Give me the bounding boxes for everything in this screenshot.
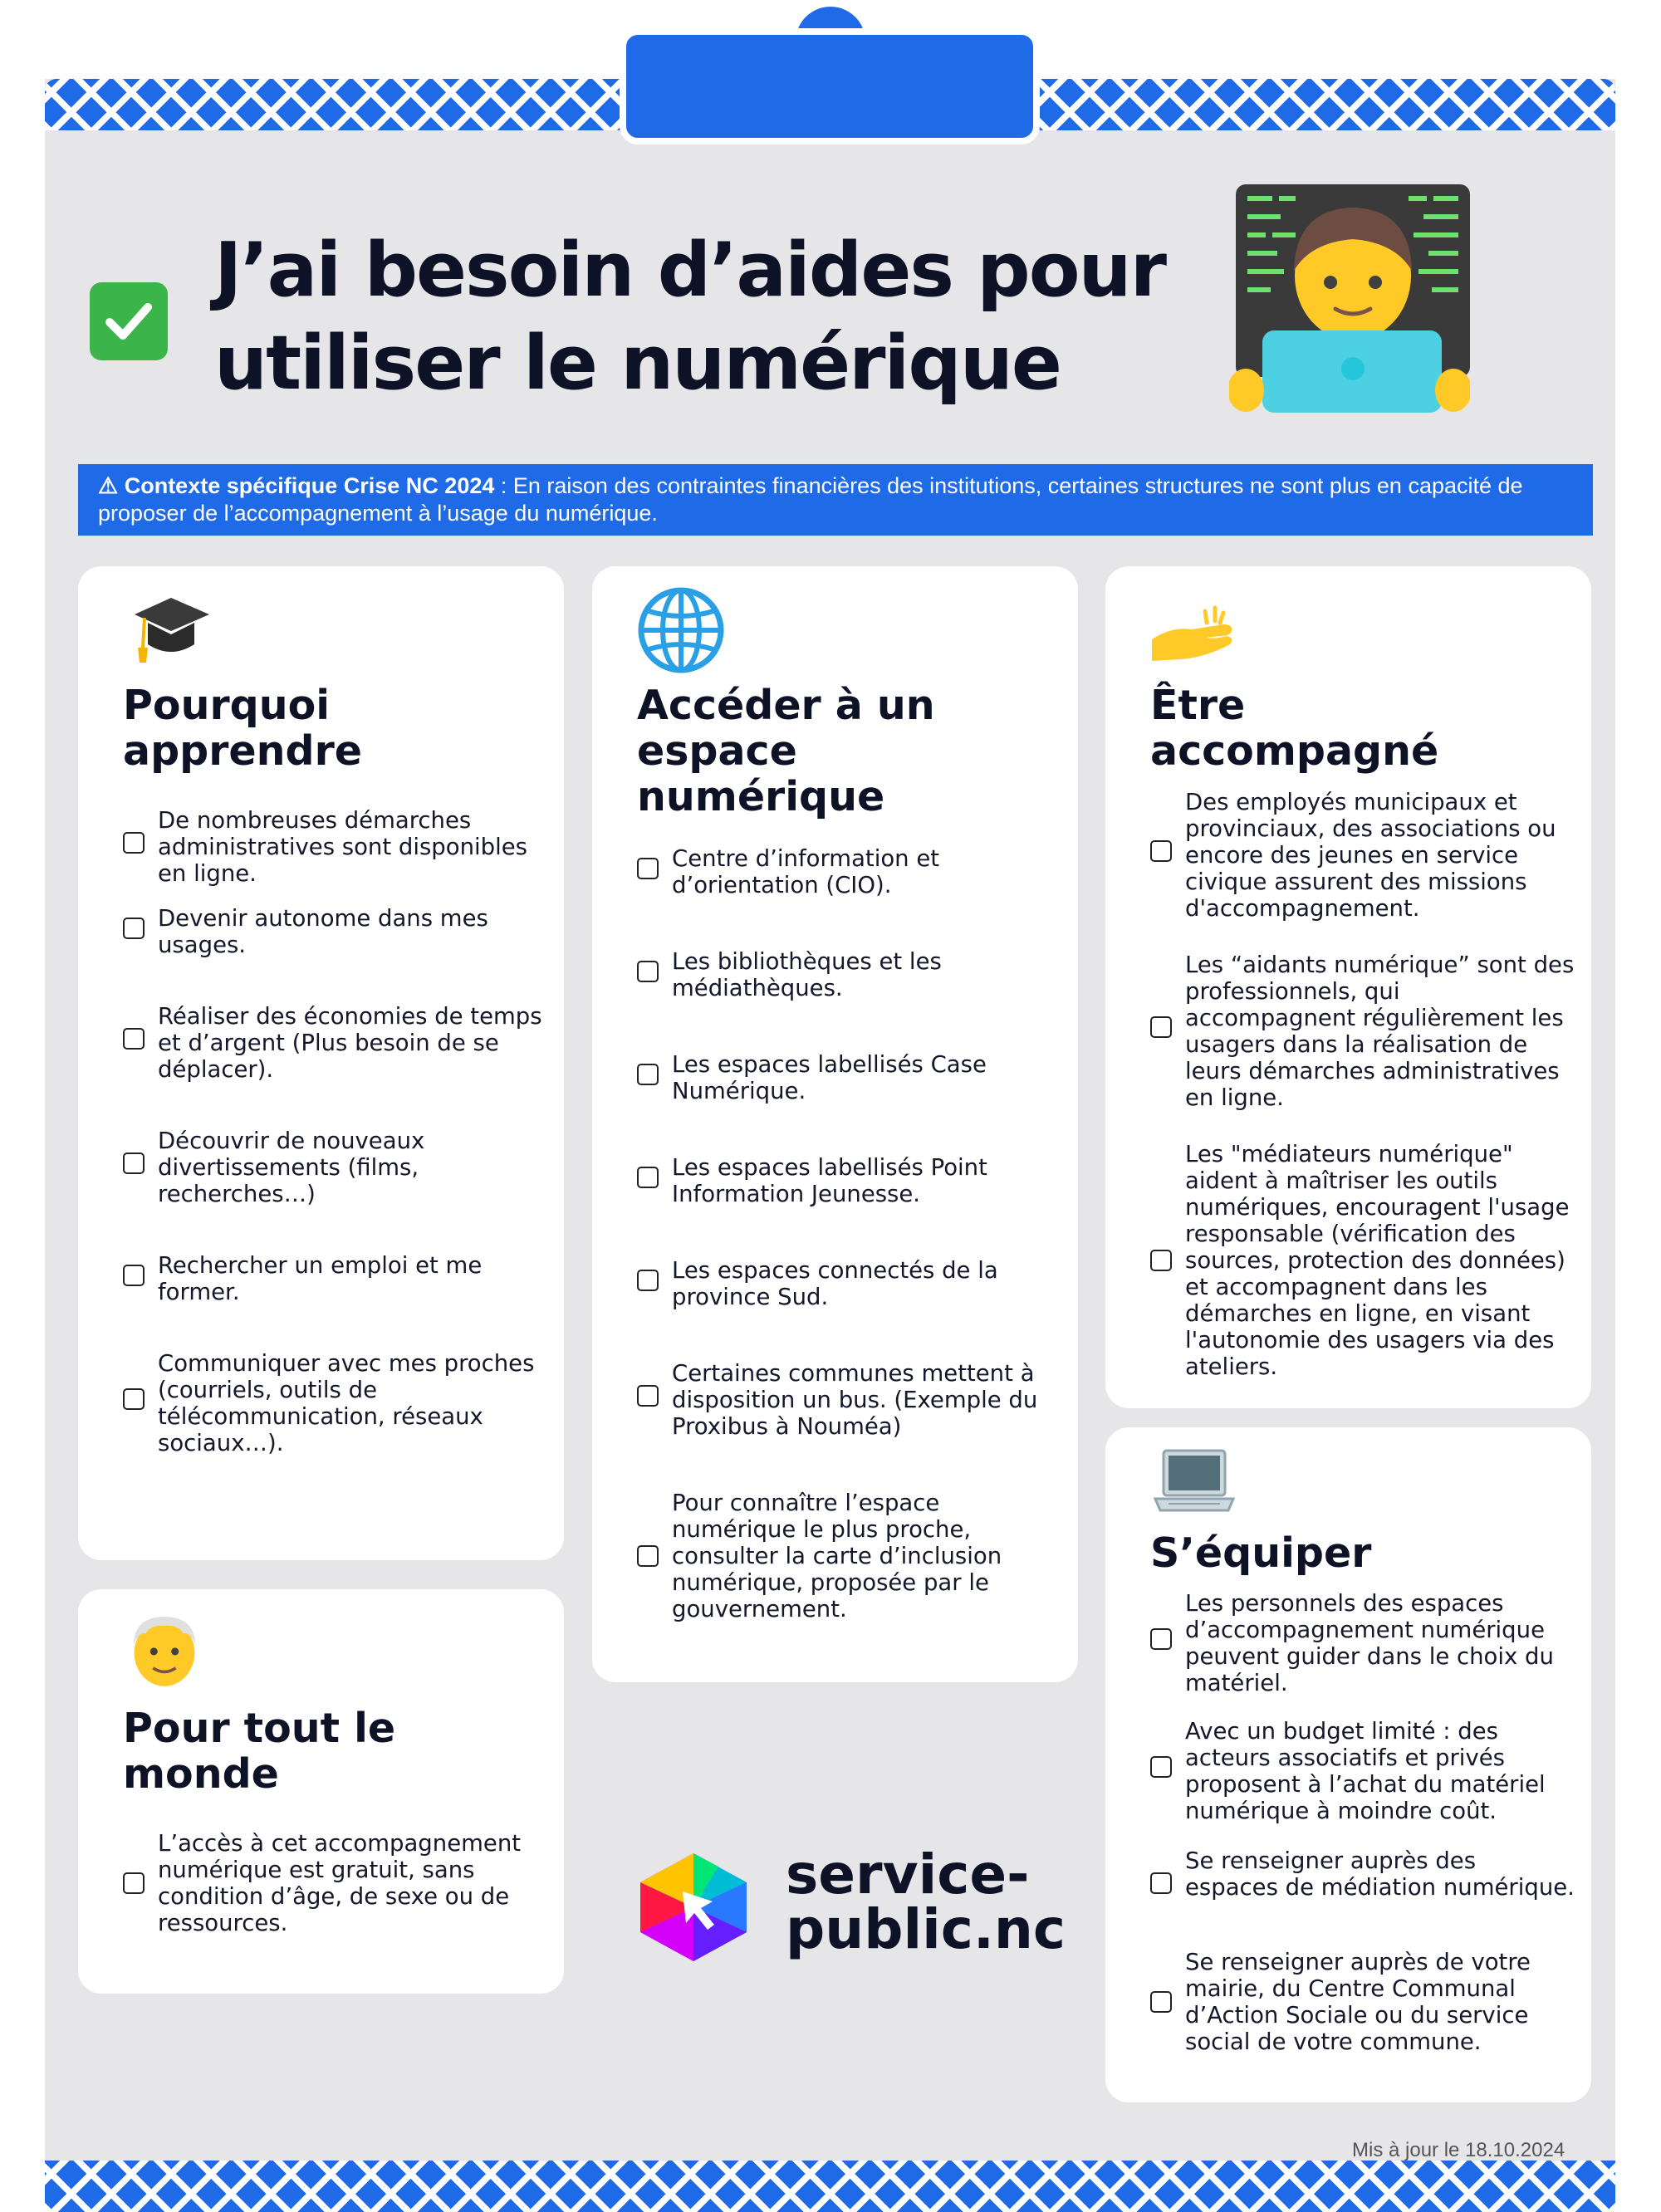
brand-wordmark [786,1843,1085,1961]
item-text: Devenir autonome dans mes usages. [158,905,488,958]
card-pour-tout-le-monde [78,1589,564,1994]
card-title: S’équiper [1150,1529,1372,1577]
card-title: Accéder à un espace numérique [637,682,935,820]
title-line-1: J’ai besoin d’aides pour [214,227,1165,314]
checklist-item[interactable] [123,1252,547,1350]
clipboard-clip [620,28,1040,144]
checklist-item[interactable] [123,1830,547,1936]
palm-up-hand-icon [1147,586,1238,678]
checkbox[interactable] [123,1028,145,1050]
checklist [123,1830,547,1936]
check-mark-button-icon [90,282,168,360]
laptop-icon [1149,1439,1240,1530]
older-man-icon [123,1609,206,1692]
page-title [214,224,1211,410]
alert-label: ⚠ Contexte spécifique Crise NC 2024 [98,473,495,498]
checklist-item[interactable] [123,1350,547,1466]
checkbox[interactable] [637,858,659,879]
card-title: Pour tout le monde [123,1705,396,1798]
checklist-item[interactable] [1150,1847,1575,1949]
checkbox[interactable] [637,1167,659,1188]
item-text: Les "médiateurs numérique" aident à maîtriser les outils numériques, encouragent l'usage responsable (vérification des sources, protection des données) et accompagnent dans les démarches en ligne, en visant l'autonomie des usagers via des ateliers. [1185,1141,1570,1380]
item-text: Centre d’information et d’orientation (CIO). [672,845,940,898]
card-title: Pourquoi apprendre [123,682,362,775]
checkbox[interactable] [123,1152,145,1174]
checklist-item[interactable] [637,1360,1061,1490]
checkbox[interactable] [1150,1016,1172,1038]
checklist-item[interactable] [123,905,547,1003]
bottom-pattern-band [45,2161,1615,2212]
checklist-item[interactable] [1150,1718,1575,1847]
item-text: Se renseigner auprès des espaces de médiation numérique. [1185,1847,1575,1901]
checkbox[interactable] [637,1545,659,1567]
graduation-cap-icon [123,583,214,674]
checkbox[interactable] [123,832,145,854]
checkbox[interactable] [637,961,659,982]
checkbox[interactable] [1150,1250,1172,1271]
brand-line-1: service- [786,1843,1030,1906]
globe-icon [635,585,727,676]
item-text: Les bibliothèques et les médiathèques. [672,948,942,1001]
item-text: Les “aidants numérique” sont des professionnels, qui accompagnent régulièrement les usagers dans la réalisation de leurs démarches administratives en ligne. [1185,952,1575,1111]
checkbox[interactable] [123,1872,145,1894]
item-text: Se renseigner auprès de votre mairie, du Centre Communal d’Action Sociale ou du service social de votre commune. [1185,1949,1531,2055]
checklist-item[interactable] [637,948,1061,1051]
checklist [637,845,1061,1622]
card-acceder-espace-numerique [592,566,1078,1682]
checkbox[interactable] [123,1388,145,1410]
card-etre-accompagne [1105,566,1591,1408]
checklist-item[interactable] [1150,1949,1575,2055]
checklist-item[interactable] [637,845,1061,948]
checkbox[interactable] [1150,1872,1172,1894]
checklist-item[interactable] [637,1257,1061,1360]
checklist [123,807,547,1466]
item-text: Découvrir de nouveaux divertissements (films, recherches…) [158,1128,425,1207]
checkbox[interactable] [123,1265,145,1286]
item-text: Les espaces connectés de la province Sud. [672,1257,998,1310]
checklist [1150,1590,1575,2055]
checklist-item[interactable] [637,1490,1061,1622]
checklist-item[interactable] [1150,789,1575,952]
checkbox[interactable] [1150,1991,1172,2013]
card-title: Être accompagné [1150,682,1439,775]
alert-banner [78,464,1593,536]
item-text: L’accès à cet accompagnement numérique est gratuit, sans condition d’âge, de sexe ou de ressources. [158,1830,522,1936]
card-s-equiper [1105,1427,1591,2102]
checkbox[interactable] [1150,1756,1172,1778]
item-text: De nombreuses démarches administratives sont disponibles en ligne. [158,807,527,887]
card-pourquoi-apprendre [78,566,564,1560]
checklist-item[interactable] [637,1154,1061,1257]
checkbox[interactable] [123,918,145,939]
service-public-logo-icon [631,1852,756,1963]
item-text: Les personnels des espaces d’accompagnement numérique peuvent guider dans le choix du matériel. [1185,1590,1554,1696]
checkbox[interactable] [637,1385,659,1407]
checklist-item[interactable] [123,1003,547,1128]
item-text: Avec un budget limité : des acteurs associatifs et privés proposent à l’achat du matériel numérique à moindre coût. [1185,1718,1546,1824]
title-line-2: utiliser le numérique [214,320,1061,407]
item-text: Rechercher un emploi et me former. [158,1252,483,1305]
updated-date: Mis à jour le 18.10.2024 [1352,2139,1565,2161]
item-text: Certaines communes mettent à disposition un bus. (Exemple du Proxibus à Nouméa) [672,1360,1038,1440]
checklist-item[interactable] [1150,1141,1575,1380]
checkbox[interactable] [637,1270,659,1291]
item-text: Les espaces labellisés Point Information Jeunesse. [672,1154,987,1207]
brand-line-2: public.nc [786,1897,1066,1961]
checklist-item[interactable] [637,1051,1061,1154]
checklist-item[interactable] [123,807,547,905]
checklist [1150,789,1575,1380]
alert-text: : En raison des contraintes financières des institutions, certaines structures ne sont plus en capacité de proposer de l’accompagnement à l’usage du numérique. [98,473,1523,526]
checkbox[interactable] [1150,840,1172,862]
checklist-item[interactable] [123,1128,547,1252]
man-technologist-icon [1229,184,1470,413]
item-text: Des employés municipaux et provinciaux, des associations ou encore des jeunes en service civique assurent des missions d'accompagnement. [1185,789,1556,922]
item-text: Pour connaître l’espace numérique le plus proche, consulter la carte d’inclusion numérique, proposée par le gouvernement. [672,1490,1002,1622]
item-text: Réaliser des économies de temps et d’argent (Plus besoin de se déplacer). [158,1003,542,1083]
checklist-item[interactable] [1150,952,1575,1141]
item-text: Les espaces labellisés Case Numérique. [672,1051,987,1104]
checkbox[interactable] [637,1064,659,1085]
item-text: Communiquer avec mes proches (courriels, outils de télécommunication, réseaux sociaux…). [158,1350,535,1456]
checklist-item[interactable] [1150,1590,1575,1718]
checkbox[interactable] [1150,1628,1172,1650]
